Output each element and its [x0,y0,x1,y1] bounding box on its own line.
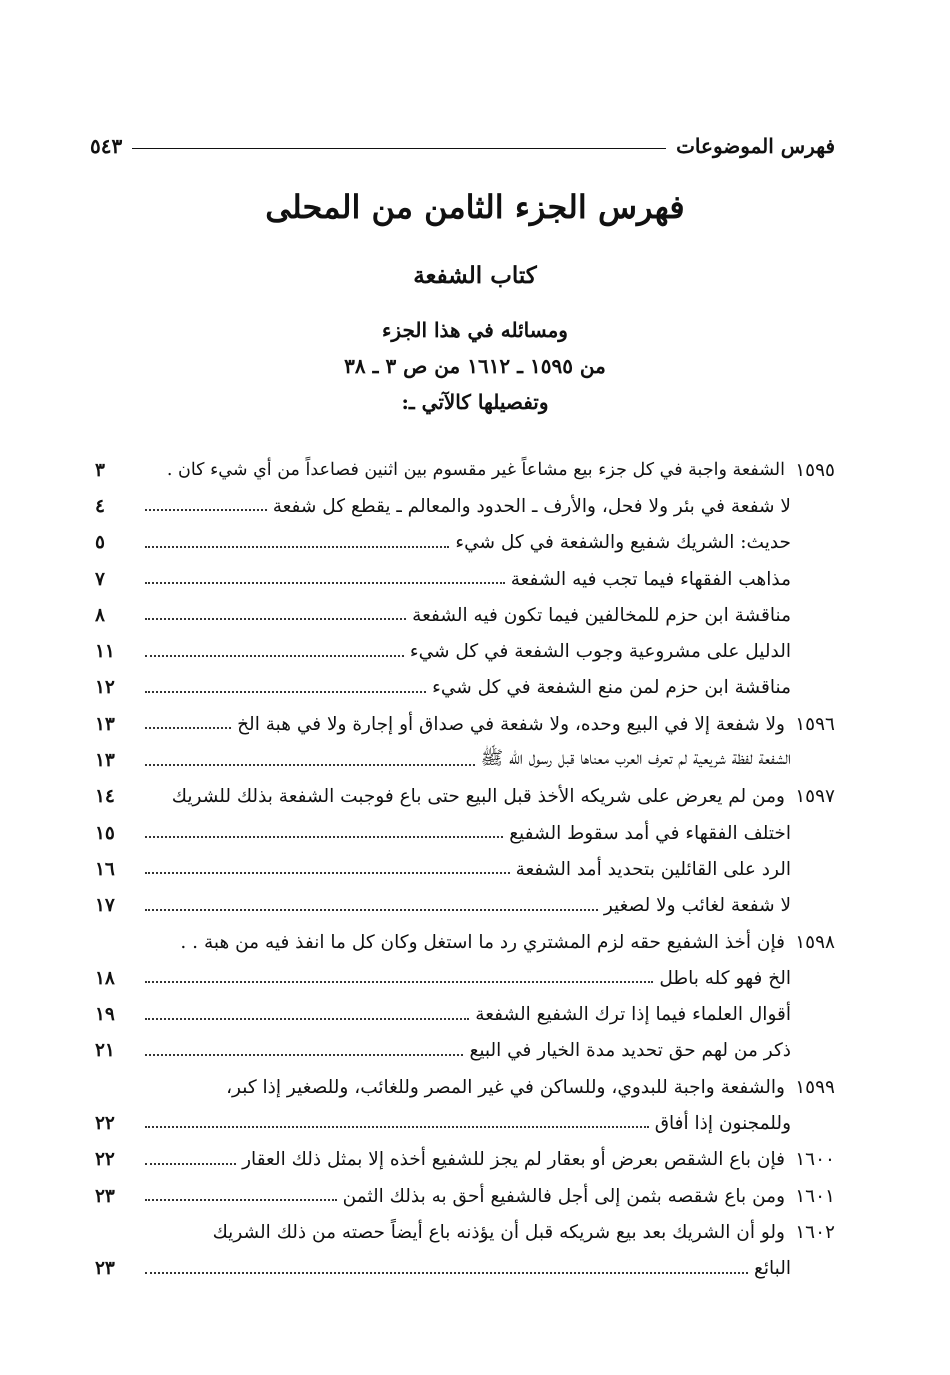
toc-entry [95,670,835,706]
entry-text: مذاهب الفقهاء فيما تجب فيه الشفعة [510,568,791,590]
entry-number: ١٥٩٦ [795,713,835,735]
toc-entry [95,1033,835,1069]
dot-leader [145,1163,236,1165]
toc-entry [95,525,835,561]
entry-text: البائع [754,1258,791,1280]
subtitle-line-1: ومسائله في هذا الجزء [382,318,568,342]
dot-leader [145,981,653,983]
dot-leader [145,1272,748,1274]
entry-text: الدليل على مشروعية وجوب الشفعة في كل شيء [409,641,791,663]
entry-text: ومن لم يعرض على شريكه الأخذ قبل البيع حتى باع فوجبت الشفعة بذلك للشريك [171,786,785,808]
entry-page-number: ١٦ [95,858,115,880]
entry-page-number: ١٩ [95,1004,115,1026]
dot-leader [145,546,449,548]
entry-text: الرد على القائلين بتحديد أمد الشفعة [515,858,791,880]
entry-text: لا شفعة لغائب ولا لصغير [603,895,791,917]
entry-page-number: ١٣ [95,750,115,772]
dot-leader [145,655,404,657]
toc-entry [95,633,835,669]
toc-entry [95,996,835,1032]
toc-entry [95,851,835,887]
entry-number: ١٥٩٨ [795,931,835,953]
entry-text: وللمجنون إذا أفاق [654,1112,791,1134]
toc-entry [95,815,835,851]
entry-text: أقوال العلماء فيما إذا ترك الشفيع الشفعة [475,1004,791,1026]
entry-text: لا شفعة في بئر ولا فحل، والأرف ـ الحدود والمعالم ـ يقطع كل شفعة [272,495,791,517]
entry-page-number: ٢٢ [95,1149,115,1171]
toc-entry [95,561,835,597]
entry-number: ١٥٩٥ [795,459,835,481]
dot-leader [145,909,598,911]
toc-entry [95,1214,835,1250]
dot-leader [145,582,505,584]
entry-text: اختلف الفقهاء في أمد سقوط الشفيع [509,822,791,844]
entry-page-number: ١٣ [95,713,115,735]
subtitle-line-3: وتفصيلها كالآتي ـ: [401,390,549,414]
entry-page-number: ١٢ [95,677,115,699]
dot-leader [145,764,475,766]
toc-entry [95,597,835,633]
entry-page-number: ١٧ [95,895,115,917]
header-rule [132,148,666,149]
entry-text: فإن باع الشقص بعرض أو بعقار لم يجز للشفيع أخذه إلا بمثل ذلك العقار [242,1149,785,1171]
dot-leader [145,1126,649,1128]
entry-page-number: ٢٣ [95,1185,115,1207]
entry-text: ذكر من لهم حق تحديد مدة الخيار في البيع [469,1040,791,1062]
dot-leader [145,836,503,838]
dot-leader [145,1054,463,1056]
entry-number: ١٦٠٢ [795,1221,835,1243]
entry-number: ١٥٩٧ [795,786,835,808]
running-header [90,128,835,164]
toc-entry [95,742,835,778]
entry-page-number: ١٨ [95,967,115,989]
entry-page-number: ٢٣ [95,1258,115,1280]
toc-entry [95,1105,835,1141]
toc-entry [95,706,835,742]
entry-text: فإن أخذ الشفيع حقه لزم المشتري رد ما استغل وكان كل ما انفذ فيه من هبة . . [180,931,785,953]
table-of-contents [95,452,835,1287]
entry-number: ١٥٩٩ [795,1076,835,1098]
header-title: فهرس الموضوعات [676,134,835,158]
toc-entry [95,924,835,960]
entry-page-number: ٢٢ [95,1112,115,1134]
entry-page-number: ١١ [95,641,115,663]
entry-page-number: ٨ [95,604,105,626]
dot-leader [145,618,406,620]
entry-text: والشفعة واجبة للبدوي، وللساكن في غير المصر وللغائب، وللصغير إذا كبر، [226,1076,785,1098]
entry-page-number: ١٤ [95,786,115,808]
entry-page-number: ٥ [95,532,105,554]
entry-page-number: ١٥ [95,822,115,844]
subtitle-line-2: من ١٥٩٥ ـ ١٦١٢ من ص ٣ ـ ٣٨ [344,354,606,378]
toc-entry [95,1251,835,1287]
book-title: كتاب الشفعة [413,262,537,289]
toc-entry [95,1069,835,1105]
entry-text: ولو أن الشريك بعد بيع شريكه قبل أن يؤذنه باع أيضاً حصته من ذلك الشريك [212,1221,785,1243]
entry-text: حديث: الشريك شفيع والشفعة في كل شيء [455,532,791,554]
dot-leader [145,727,231,729]
entry-text: مناقشة ابن حزم للمخالفين فيما تكون فيه الشفعة [412,604,791,626]
toc-entry [95,1178,835,1214]
entry-page-number: ٣ [95,459,105,481]
entry-number: ١٦٠٠ [795,1149,835,1171]
entry-text: الخ فهو كله باطل [659,967,791,989]
entry-text: الشفعة واجبة في كل جزء بيع مشاعاً غير مقسوم بين اثنين فصاعداً من أي شيء كان . [166,460,785,481]
dot-leader [145,509,267,511]
toc-entry [95,1142,835,1178]
entry-page-number: ٢١ [95,1040,115,1062]
entry-text: ومن باع شقصه بثمن إلى أجل فالشفيع أحق به بذلك الثمن [342,1185,785,1207]
entry-text: مناقشة ابن حزم لمن منع الشفعة في كل شيء [432,677,791,699]
toc-entry [95,779,835,815]
entry-page-number: ٧ [95,568,105,590]
entry-number: ١٦٠١ [795,1185,835,1207]
entry-text: ولا شفعة إلا في البيع وحده، ولا شفعة في صداق أو إجارة ولا في هبة الخ [237,713,785,735]
toc-entry [95,960,835,996]
dot-leader [145,1199,337,1201]
entry-text: الشفعة لفظة شريعية لم تعرف العرب معناها قبل رسول الله ﷺ [480,747,791,769]
entry-page-number: ٤ [95,495,105,517]
toc-entry [95,888,835,924]
header-page-number: ٥٤٣ [90,134,123,158]
page-title: فهرس الجزء الثامن من المحلى [265,188,685,226]
toc-entry [95,488,835,524]
toc-entry [95,452,835,488]
dot-leader [145,872,510,874]
dot-leader [145,691,426,693]
dot-leader [145,1018,469,1020]
